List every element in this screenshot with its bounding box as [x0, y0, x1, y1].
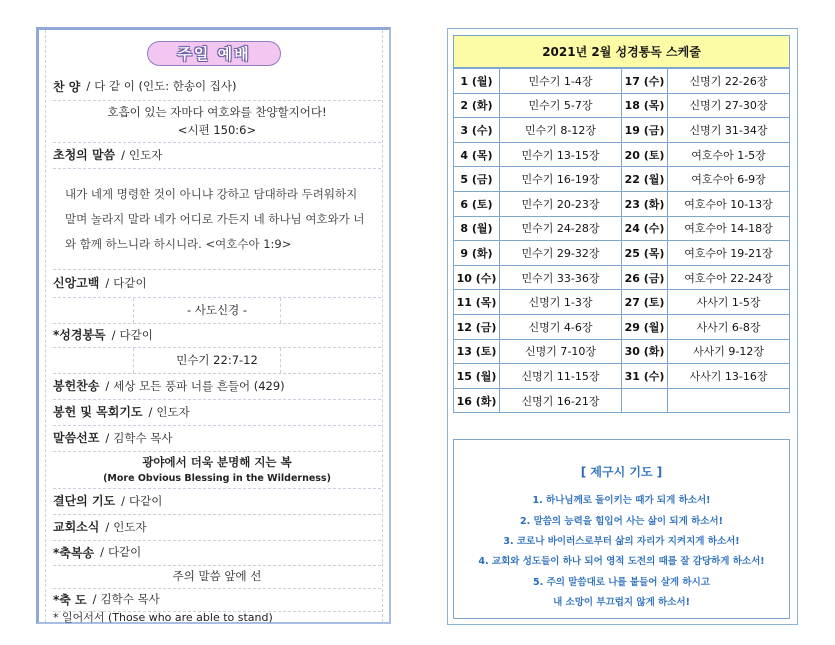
item-label: 신앙고백 — [53, 276, 100, 291]
schedule-row — [454, 290, 790, 315]
item-news: 교회소식 / 인도자 — [53, 515, 381, 541]
item-detail: 김학수 목사 — [113, 430, 173, 445]
cell-divider — [133, 348, 134, 373]
doxology-song-row — [53, 566, 381, 589]
sermon-title-ko: 광야에서 더욱 분명해 지는 복 — [142, 454, 292, 469]
schedule-row — [454, 142, 790, 167]
reading-cell: 민수기 1-4장 — [500, 69, 622, 94]
prayer-line: 2. 말씀의 능력을 힘입어 사는 삶이 되게 하소서! — [520, 516, 723, 527]
prayer-box — [453, 439, 790, 619]
item-offering-prayer: 봉헌 및 목회기도 / 인도자 — [53, 400, 381, 426]
reading-cell: 민수기 16-19장 — [500, 167, 622, 192]
item-detail: 다 같 이 (인도: 한송이 집사) — [94, 79, 237, 94]
reading-ref: 민수기 22:7-12 — [176, 352, 258, 367]
item-sermon: 말씀선포 / 김학수 목사 — [53, 426, 381, 452]
schedule-row — [454, 265, 790, 290]
item-benediction: *축 도 / 김학수 목사 — [53, 589, 381, 612]
day-cell: 2 (화) — [454, 93, 500, 118]
worship-order-panel — [36, 27, 391, 624]
reading-cell: 신명기 11-15장 — [500, 364, 622, 389]
item-detail: 다같이 — [129, 493, 163, 508]
item-label: 초청의 말씀 — [53, 148, 116, 163]
day-cell: 25 (목) — [622, 241, 668, 266]
schedule-row — [454, 216, 790, 241]
schedule-row — [454, 339, 790, 364]
item-label: *성경봉독 — [53, 328, 106, 343]
day-cell: 16 (화) — [454, 388, 500, 413]
item-hymn-open: 찬 양 / 다 같 이 (인도: 한송이 집사) — [53, 74, 381, 101]
prayer-line: 3. 코로나 바이러스로부터 삶의 자리가 지켜지게 하소서! — [503, 536, 740, 547]
reading-cell: 신명기 4-6장 — [500, 314, 622, 339]
prayer-title: [ 제구시 기도 ] — [580, 465, 663, 479]
day-cell: 27 (토) — [622, 290, 668, 315]
reading-cell: 사사기 6-8장 — [668, 314, 790, 339]
reading-cell: 민수기 8-12장 — [500, 118, 622, 143]
schedule-table — [453, 68, 790, 413]
schedule-row — [454, 69, 790, 94]
reading-cell: 신명기 22-26장 — [668, 69, 790, 94]
item-detail: 인도자 — [156, 404, 190, 419]
reading-cell: 민수기 33-36장 — [500, 265, 622, 290]
prayer-line: 4. 교회와 성도들이 하나 되어 영적 도전의 때를 잘 감당하게 하소서! — [478, 556, 765, 567]
reading-cell: 여호수아 19-21장 — [668, 241, 790, 266]
item-detail: 다같이 — [119, 327, 153, 342]
reading-cell: 신명기 27-30장 — [668, 93, 790, 118]
reading-cell: 여호수아 10-13장 — [668, 191, 790, 216]
item-label: *축복송 — [53, 545, 95, 560]
item-label: 봉헌찬송 — [53, 379, 100, 394]
day-cell: 15 (월) — [454, 364, 500, 389]
item-label: 교회소식 — [53, 520, 100, 535]
schedule-title: 2021년 2월 성경통독 스케줄 — [453, 35, 790, 68]
footnote-text: * 일어서서 (Those who are able to stand) — [53, 610, 273, 624]
reading-cell: 민수기 13-15장 — [500, 142, 622, 167]
day-cell: 13 (토) — [454, 339, 500, 364]
schedule-row — [454, 118, 790, 143]
reading-cell: 민수기 29-32장 — [500, 241, 622, 266]
reading-cell: 사사기 13-16장 — [668, 364, 790, 389]
reading-cell: 민수기 20-23장 — [500, 191, 622, 216]
schedule-row — [454, 314, 790, 339]
schedule-row — [454, 93, 790, 118]
item-detail: 다같이 — [113, 275, 147, 290]
day-cell: 4 (목) — [454, 142, 500, 167]
item-label: 결단의 기도 — [53, 494, 116, 509]
sermon-title-en: (More Obvious Blessing in the Wilderness) — [103, 472, 331, 484]
reading-cell: 여호수아 22-24장 — [668, 265, 790, 290]
item-reading: *성경봉독 / 다같이 — [53, 324, 381, 348]
reading-cell: 여호수아 6-9장 — [668, 167, 790, 192]
sermon-title-row — [53, 452, 381, 489]
schedule-row — [454, 241, 790, 266]
day-cell: 22 (월) — [622, 167, 668, 192]
schedule-row — [454, 191, 790, 216]
item-detail: 인도자 — [113, 519, 147, 534]
item-label: 봉헌 및 목회기도 — [53, 405, 143, 420]
item-detail: 세상 모든 풍파 너를 흔들어 (429) — [113, 378, 285, 393]
doxology-song: 주의 말씀 앞에 선 — [172, 569, 262, 584]
schedule-row — [454, 167, 790, 192]
day-cell: 3 (수) — [454, 118, 500, 143]
scripture-passage — [53, 169, 381, 270]
day-cell: 1 (월) — [454, 69, 500, 94]
reading-cell: 신명기 31-34장 — [668, 118, 790, 143]
reading-cell: 사사기 9-12장 — [668, 339, 790, 364]
passage-line: 내가 네게 명령한 것이 아니냐 강하고 담대하라 두려워하지 — [65, 186, 358, 201]
reading-ref-row — [53, 348, 381, 374]
reading-cell: 신명기 1-3장 — [500, 290, 622, 315]
item-invitation: 초청의 말씀 / 인도자 — [53, 143, 381, 169]
reading-cell: 민수기 24-28장 — [500, 216, 622, 241]
day-cell: 31 (수) — [622, 364, 668, 389]
item-label: 찬 양 — [53, 79, 81, 94]
item-doxology: *축복송 / 다같이 — [53, 541, 381, 566]
day-cell: 19 (금) — [622, 118, 668, 143]
worship-title: 주일 예배 — [147, 41, 281, 66]
day-cell: 8 (월) — [454, 216, 500, 241]
day-cell: 30 (화) — [622, 339, 668, 364]
reading-cell: 신명기 7-10장 — [500, 339, 622, 364]
reading-cell: 여호수아 1-5장 — [668, 142, 790, 167]
schedule-row — [454, 388, 790, 413]
call-to-worship — [53, 101, 381, 143]
item-offering-hymn: 봉헌찬송 / 세상 모든 풍파 너를 흔들어 (429) — [53, 374, 381, 400]
day-cell: 11 (목) — [454, 290, 500, 315]
item-creed: 신앙고백 / 다같이 — [53, 270, 381, 298]
prayer-line: 내 소망이 부끄럽지 않게 하소서! — [553, 597, 690, 608]
cell-divider — [280, 298, 281, 323]
day-cell: 12 (금) — [454, 314, 500, 339]
reading-schedule-panel — [447, 28, 798, 625]
call-worship-ref: <시편 150:6> — [177, 122, 257, 137]
day-cell: 10 (수) — [454, 265, 500, 290]
reading-cell: 여호수아 14-18장 — [668, 216, 790, 241]
day-cell: 23 (화) — [622, 191, 668, 216]
creed-name-row — [53, 298, 381, 324]
day-cell: 18 (목) — [622, 93, 668, 118]
reading-cell: 민수기 5-7장 — [500, 93, 622, 118]
day-cell: 20 (토) — [622, 142, 668, 167]
item-detail: 인도자 — [129, 147, 163, 162]
prayer-line: 5. 주의 말씀대로 나를 붙들어 살게 하시고 — [533, 577, 710, 588]
reading-cell: 신명기 16-21장 — [500, 388, 622, 413]
day-cell: 26 (금) — [622, 265, 668, 290]
reading-cell: 사사기 1-5장 — [668, 290, 790, 315]
day-cell — [622, 388, 668, 413]
item-label: 말씀선포 — [53, 431, 100, 446]
creed-name: - 사도신경 - — [186, 302, 248, 317]
item-label: *축 도 — [53, 592, 87, 607]
day-cell: 17 (수) — [622, 69, 668, 94]
item-detail: 다같이 — [107, 545, 142, 560]
cell-divider — [280, 348, 281, 373]
day-cell: 24 (수) — [622, 216, 668, 241]
day-cell: 6 (토) — [454, 191, 500, 216]
prayer-line: 1. 하나님께로 돌이키는 때가 되게 하소서! — [532, 495, 711, 506]
cell-divider — [133, 298, 134, 323]
schedule-row — [454, 364, 790, 389]
day-cell: 9 (화) — [454, 241, 500, 266]
item-detail: 김학수 목사 — [100, 592, 160, 607]
passage-line: 와 함께 하느니라 하시니라. <여호수아 1:9> — [65, 236, 292, 251]
call-worship-text: 호흡이 있는 자마다 여호와를 찬양할지어다! — [107, 104, 327, 119]
day-cell: 29 (월) — [622, 314, 668, 339]
day-cell: 5 (금) — [454, 167, 500, 192]
reading-cell — [668, 388, 790, 413]
item-decision-prayer: 결단의 기도 / 다같이 — [53, 489, 381, 515]
passage-line: 말며 놀라지 말라 네가 어디로 가든지 네 하나님 여호와가 너 — [65, 211, 365, 226]
standing-footnote — [53, 612, 381, 623]
